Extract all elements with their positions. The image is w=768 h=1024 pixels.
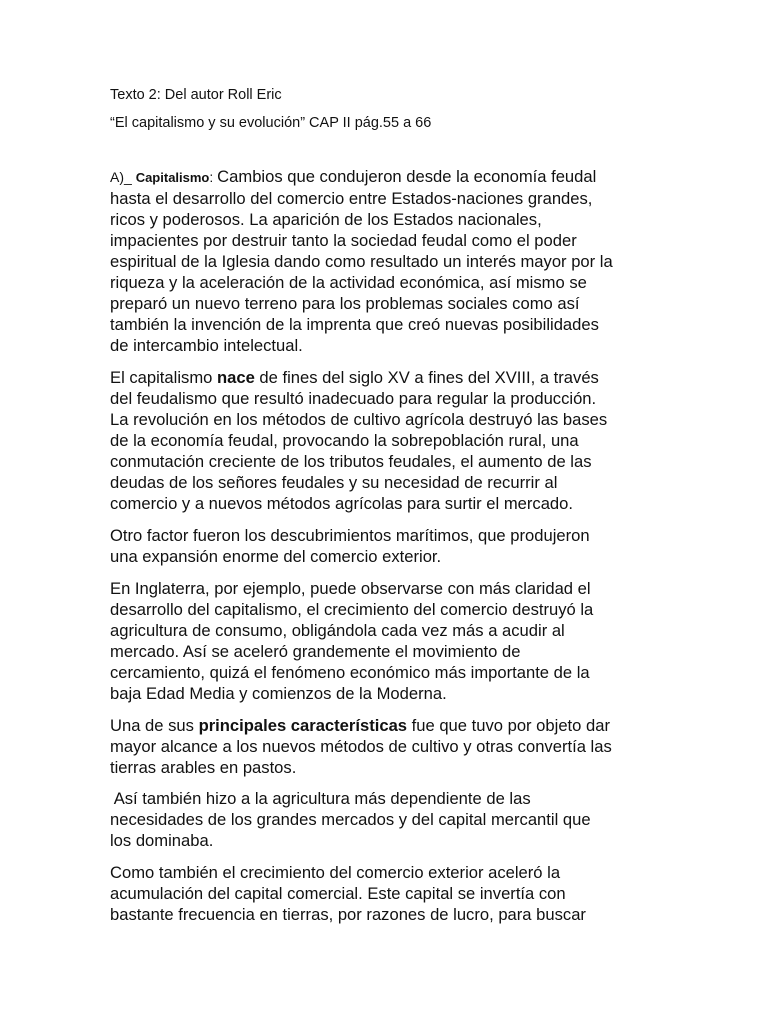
- bold-term-caracteristicas: principales características: [198, 716, 408, 735]
- document-body: [110, 86, 670, 925]
- paragraph-line: espiritual de la Iglesia dando como resultado un interés mayor por la: [110, 252, 613, 271]
- paragraph-line: preparó un nuevo terreno para los problemas sociales como así: [110, 294, 580, 313]
- text-run: Una de sus: [110, 716, 199, 735]
- paragraph-line: mercado. Así se aceleró grandemente el movimiento de: [110, 642, 521, 661]
- section-prefix: A)_: [110, 169, 136, 185]
- paragraph-line: [110, 166, 670, 188]
- paragraph-descubrimientos: [110, 525, 670, 567]
- paragraph-agricultura: [110, 788, 670, 851]
- paragraph-line: [110, 367, 670, 388]
- paragraph-line: desarrollo del capitalismo, el crecimiento del comercio destruyó la: [110, 600, 594, 619]
- paragraph-line: cercamiento, quizá el fenómeno económico más importante de la: [110, 663, 590, 682]
- paragraph-line: riqueza y la aceleración de la actividad económica, así mismo se: [110, 273, 587, 292]
- paragraph-line: Así también hizo a la agricultura más dependiente de las: [110, 789, 531, 808]
- paragraph-line: de la economía feudal, provocando la sobrepoblación rural, una: [110, 431, 579, 450]
- section-term: Capitalismo: [135, 170, 210, 185]
- title-line: “El capitalismo y su evolución” CAP II pág.55 a 66: [110, 115, 432, 131]
- paragraph-line: también la invención de la imprenta que creó nuevas posibilidades: [110, 315, 599, 334]
- paragraph-line: del feudalismo que resultó inadecuado para regular la producción.: [110, 389, 597, 408]
- paragraph-line: tierras arables en pastos.: [110, 758, 297, 777]
- paragraph-line: acumulación del capital comercial. Este capital se invertía con: [110, 884, 566, 903]
- paragraph-caracteristicas: [110, 715, 670, 778]
- paragraph-capitalismo-definition: [110, 166, 670, 356]
- paragraph-line: bastante frecuencia en tierras, por razones de lucro, para buscar: [110, 905, 586, 924]
- section-first-line: Cambios que condujeron desde la economía feudal: [217, 167, 597, 186]
- paragraph-line: Como también el crecimiento del comercio exterior aceleró la: [110, 863, 561, 882]
- text-run: fue que tuvo por objeto dar: [407, 716, 610, 735]
- paragraph-line: mayor alcance a los nuevos métodos de cultivo y otras convertía las: [110, 737, 612, 756]
- paragraph-line: impacientes por destruir tanto la sociedad feudal como el poder: [110, 231, 577, 250]
- paragraph-line: La revolución en los métodos de cultivo agrícola destruyó las bases: [110, 410, 608, 429]
- paragraph-line: de intercambio intelectual.: [110, 336, 303, 355]
- source-line: Texto 2: Del autor Roll Eric: [110, 87, 282, 103]
- section-colon: :: [209, 169, 218, 185]
- paragraph-line: Otro factor fueron los descubrimientos marítimos, que produjeron: [110, 526, 590, 545]
- paragraph-line: ricos y poderosos. La aparición de los Estados nacionales,: [110, 210, 542, 229]
- paragraph-line: los dominaba.: [110, 831, 214, 850]
- paragraph-line: conmutación creciente de los tributos feudales, el aumento de las: [110, 452, 592, 471]
- paragraph-line: [110, 715, 670, 736]
- paragraph-comercio-exterior: [110, 862, 670, 925]
- paragraph-line: deudas de los señores feudales y su necesidad de recurrir al: [110, 473, 558, 492]
- paragraph-line: una expansión enorme del comercio exterior.: [110, 547, 442, 566]
- paragraph-line: comercio y a nuevos métodos agrícolas para surtir el mercado.: [110, 494, 573, 513]
- paragraph-inglaterra: [110, 578, 670, 704]
- paragraph-line: En Inglaterra, por ejemplo, puede observarse con más claridad el: [110, 579, 591, 598]
- paragraph-line: necesidades de los grandes mercados y del capital mercantil que: [110, 810, 591, 829]
- paragraph-line: hasta el desarrollo del comercio entre Estados-naciones grandes,: [110, 189, 593, 208]
- text-run: de fines del siglo XV a fines del XVIII, a través: [254, 368, 599, 387]
- bold-term-nace: nace: [216, 368, 255, 387]
- paragraph-line: baja Edad Media y comienzos de la Moderna.: [110, 684, 447, 703]
- text-run: El capitalismo: [110, 368, 217, 387]
- paragraph-line: agricultura de consumo, obligándola cada vez más a acudir al: [110, 621, 565, 640]
- paragraph-nace: [110, 367, 670, 514]
